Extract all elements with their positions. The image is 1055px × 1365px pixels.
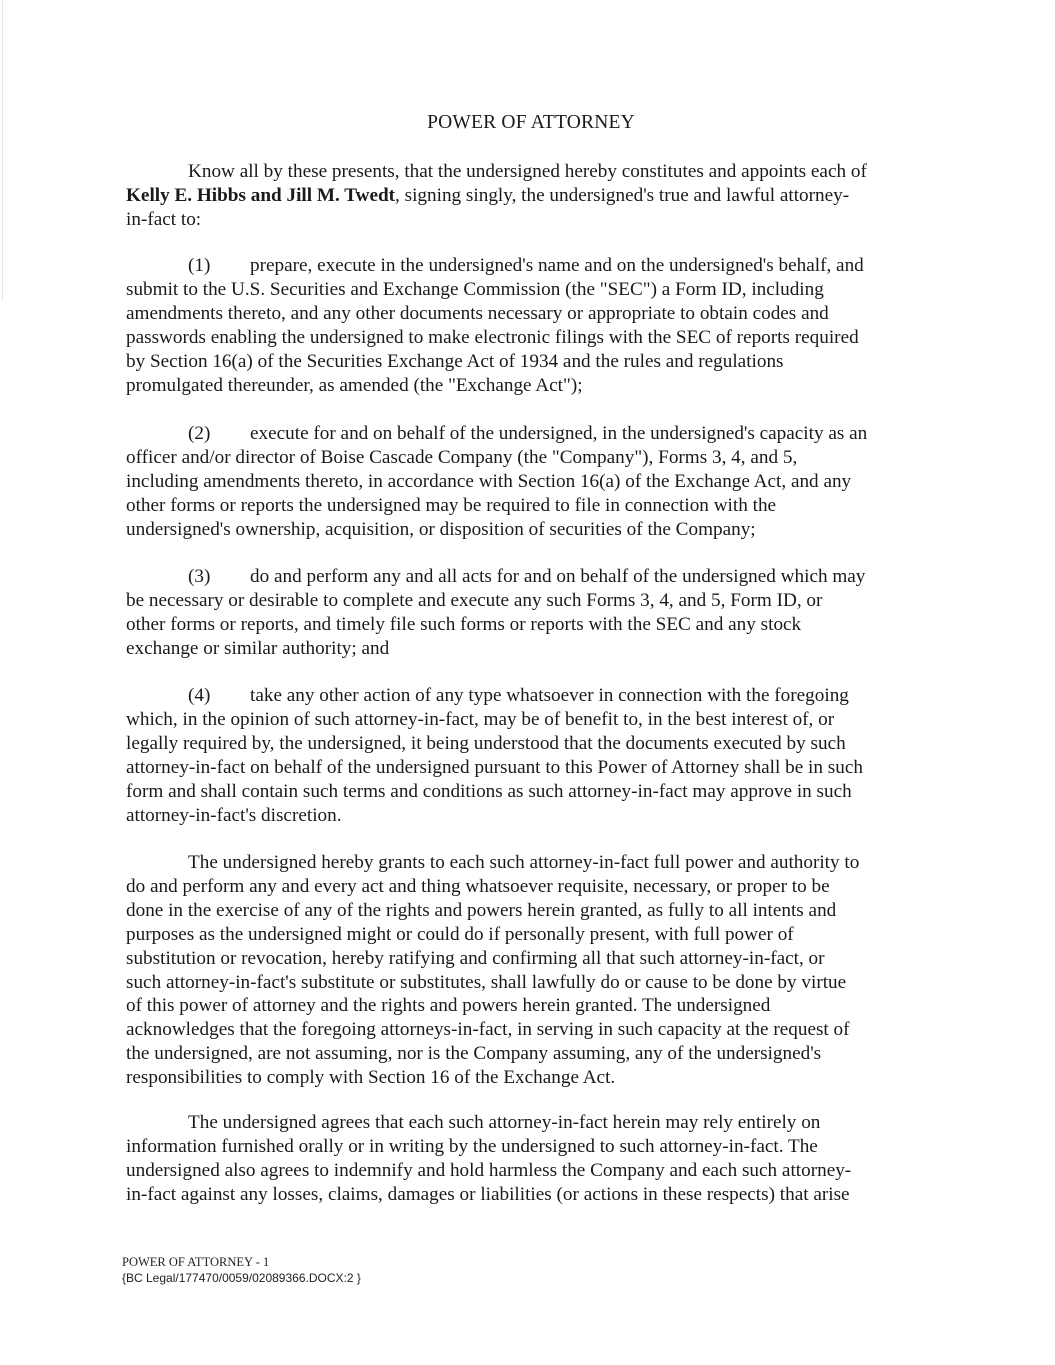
- grant-line-1: [126, 851, 926, 875]
- item-3-number: (3): [188, 566, 211, 587]
- item-1-line-2: submit to the U.S. Securities and Exchange Commission (the "SEC") a Form ID, including: [126, 278, 824, 300]
- item-4-line-3: legally required by, the undersigned, it being understood that the documents executed by such: [126, 732, 846, 754]
- item-3-line-3: other forms or reports, and timely file such forms or reports with the SEC and any stock: [126, 613, 802, 635]
- item-1-paragraph: [126, 254, 926, 397]
- grant-line-3: done in the exercise of any of the rights and powers herein granted, as fully to all intents and: [126, 899, 837, 921]
- grant-line-7: of this power of attorney and the rights and powers herein granted. The undersigned: [126, 995, 771, 1017]
- item-1-text: prepare, execute in the undersigned's name and on the undersigned's behalf, and: [250, 255, 864, 276]
- item-4-line-2: which, in the opinion of such attorney-in-fact, may be of benefit to, in the best interest of, or: [126, 708, 835, 730]
- item-1-line-4: passwords enabling the undersigned to make electronic filings with the SEC of reports required: [126, 326, 859, 348]
- item-2-text: execute for and on behalf of the undersigned, in the undersigned's capacity as an: [250, 423, 868, 444]
- reliance-line-3: undersigned also agrees to indemnify and hold harmless the Company and each such attorney-: [126, 1159, 852, 1181]
- footer-doc-reference: {BC Legal/177470/0059/02089366.DOCX:2 }: [122, 1271, 361, 1285]
- item-3-line-4: exchange or similar authority; and: [126, 637, 390, 659]
- intro-line-2: [126, 184, 926, 208]
- grant-line-9: the undersigned, are not assuming, nor is the Company assuming, any of the undersigned's: [126, 1043, 822, 1065]
- intro-rest-text: , signing singly, the undersigned's true and lawful attorney-: [395, 184, 850, 206]
- item-1-line-1: [126, 254, 926, 278]
- item-3-line-2: be necessary or desirable to complete and execute any such Forms 3, 4, and 5, Form ID, or: [126, 589, 823, 611]
- attorney-names: Kelly E. Hibbs and Jill M. Twedt: [126, 184, 396, 206]
- item-1-line-5: by Section 16(a) of the Securities Exchange Act of 1934 and the rules and regulations: [126, 350, 784, 372]
- item-4-number: (4): [188, 685, 211, 706]
- item-4-line-4: attorney-in-fact on behalf of the undersigned pursuant to this Power of Attorney shall be in such: [126, 756, 863, 778]
- intro-lead-text: Know all by these presents, that the undersigned hereby constitutes and appoints each of: [188, 161, 867, 182]
- item-4-line-6: attorney-in-fact's discretion.: [126, 804, 342, 826]
- grant-line-8: acknowledges that the foregoing attorneys-in-fact, in serving in such capacity at the request of: [126, 1019, 850, 1041]
- grant-paragraph: [126, 851, 926, 1090]
- reliance-line-1: [126, 1111, 926, 1135]
- reliance-paragraph: [126, 1111, 926, 1207]
- item-3-text: do and perform any and all acts for and on behalf of the undersigned which may: [250, 566, 866, 587]
- reliance-text: The undersigned agrees that each such attorney-in-fact herein may rely entirely on: [188, 1112, 821, 1133]
- item-4-line-1: [126, 684, 926, 708]
- item-2-line-4: other forms or reports the undersigned may be required to file in connection with the: [126, 494, 777, 516]
- item-1-line-6: promulgated thereunder, as amended (the "Exchange Act");: [126, 374, 583, 396]
- item-2-line-3: including amendments thereto, in accordance with Section 16(a) of the Exchange Act, and any: [126, 470, 852, 492]
- document-title: POWER OF ATTORNEY: [427, 112, 635, 133]
- item-2-paragraph: [126, 422, 926, 542]
- grant-text: The undersigned hereby grants to each such attorney-in-fact full power and authority to: [188, 852, 860, 873]
- item-1-line-3: amendments thereto, and any other documents necessary or appropriate to obtain codes and: [126, 302, 829, 324]
- grant-line-2: do and perform any and every act and thing whatsoever requisite, necessary, or proper to be: [126, 875, 830, 897]
- item-4-text: take any other action of any type whatsoever in connection with the foregoing: [250, 685, 849, 706]
- grant-line-10: responsibilities to comply with Section 16 of the Exchange Act.: [126, 1067, 616, 1089]
- item-2-number: (2): [188, 423, 211, 444]
- intro-line-1: [126, 160, 926, 184]
- item-2-line-1: [126, 422, 926, 446]
- item-4-line-5: form and shall contain such terms and conditions as such attorney-in-fact may approve in such: [126, 780, 852, 802]
- item-3-line-1: [126, 565, 926, 589]
- grant-line-5: substitution or revocation, hereby ratifying and confirming all that such attorney-in-fact, or: [126, 947, 825, 969]
- grant-line-6: such attorney-in-fact's substitute or substitutes, shall lawfully do or cause to be done by virtue: [126, 971, 847, 993]
- footer-page-label: POWER OF ATTORNEY - 1: [122, 1255, 270, 1269]
- page-footer: [122, 1254, 361, 1286]
- item-2-line-5: undersigned's ownership, acquisition, or disposition of securities of the Company;: [126, 518, 756, 540]
- intro-line-3: in-fact to:: [126, 208, 202, 230]
- item-1-number: (1): [188, 255, 211, 276]
- item-3-paragraph: [126, 565, 926, 661]
- reliance-line-4: in-fact against any losses, claims, damages or liabilities (or actions in these respects) that arise: [126, 1183, 850, 1205]
- item-2-line-2: officer and/or director of Boise Cascade Company (the "Company"), Forms 3, 4, and 5,: [126, 446, 798, 468]
- grant-line-4: purposes as the undersigned might or could do if personally present, with full power of: [126, 923, 794, 945]
- intro-paragraph: [126, 160, 926, 232]
- reliance-line-2: information furnished orally or in writing by the undersigned to such attorney-in-fact. The: [126, 1135, 818, 1157]
- scan-edge-artifact: [2, 0, 3, 300]
- item-4-paragraph: [126, 684, 926, 827]
